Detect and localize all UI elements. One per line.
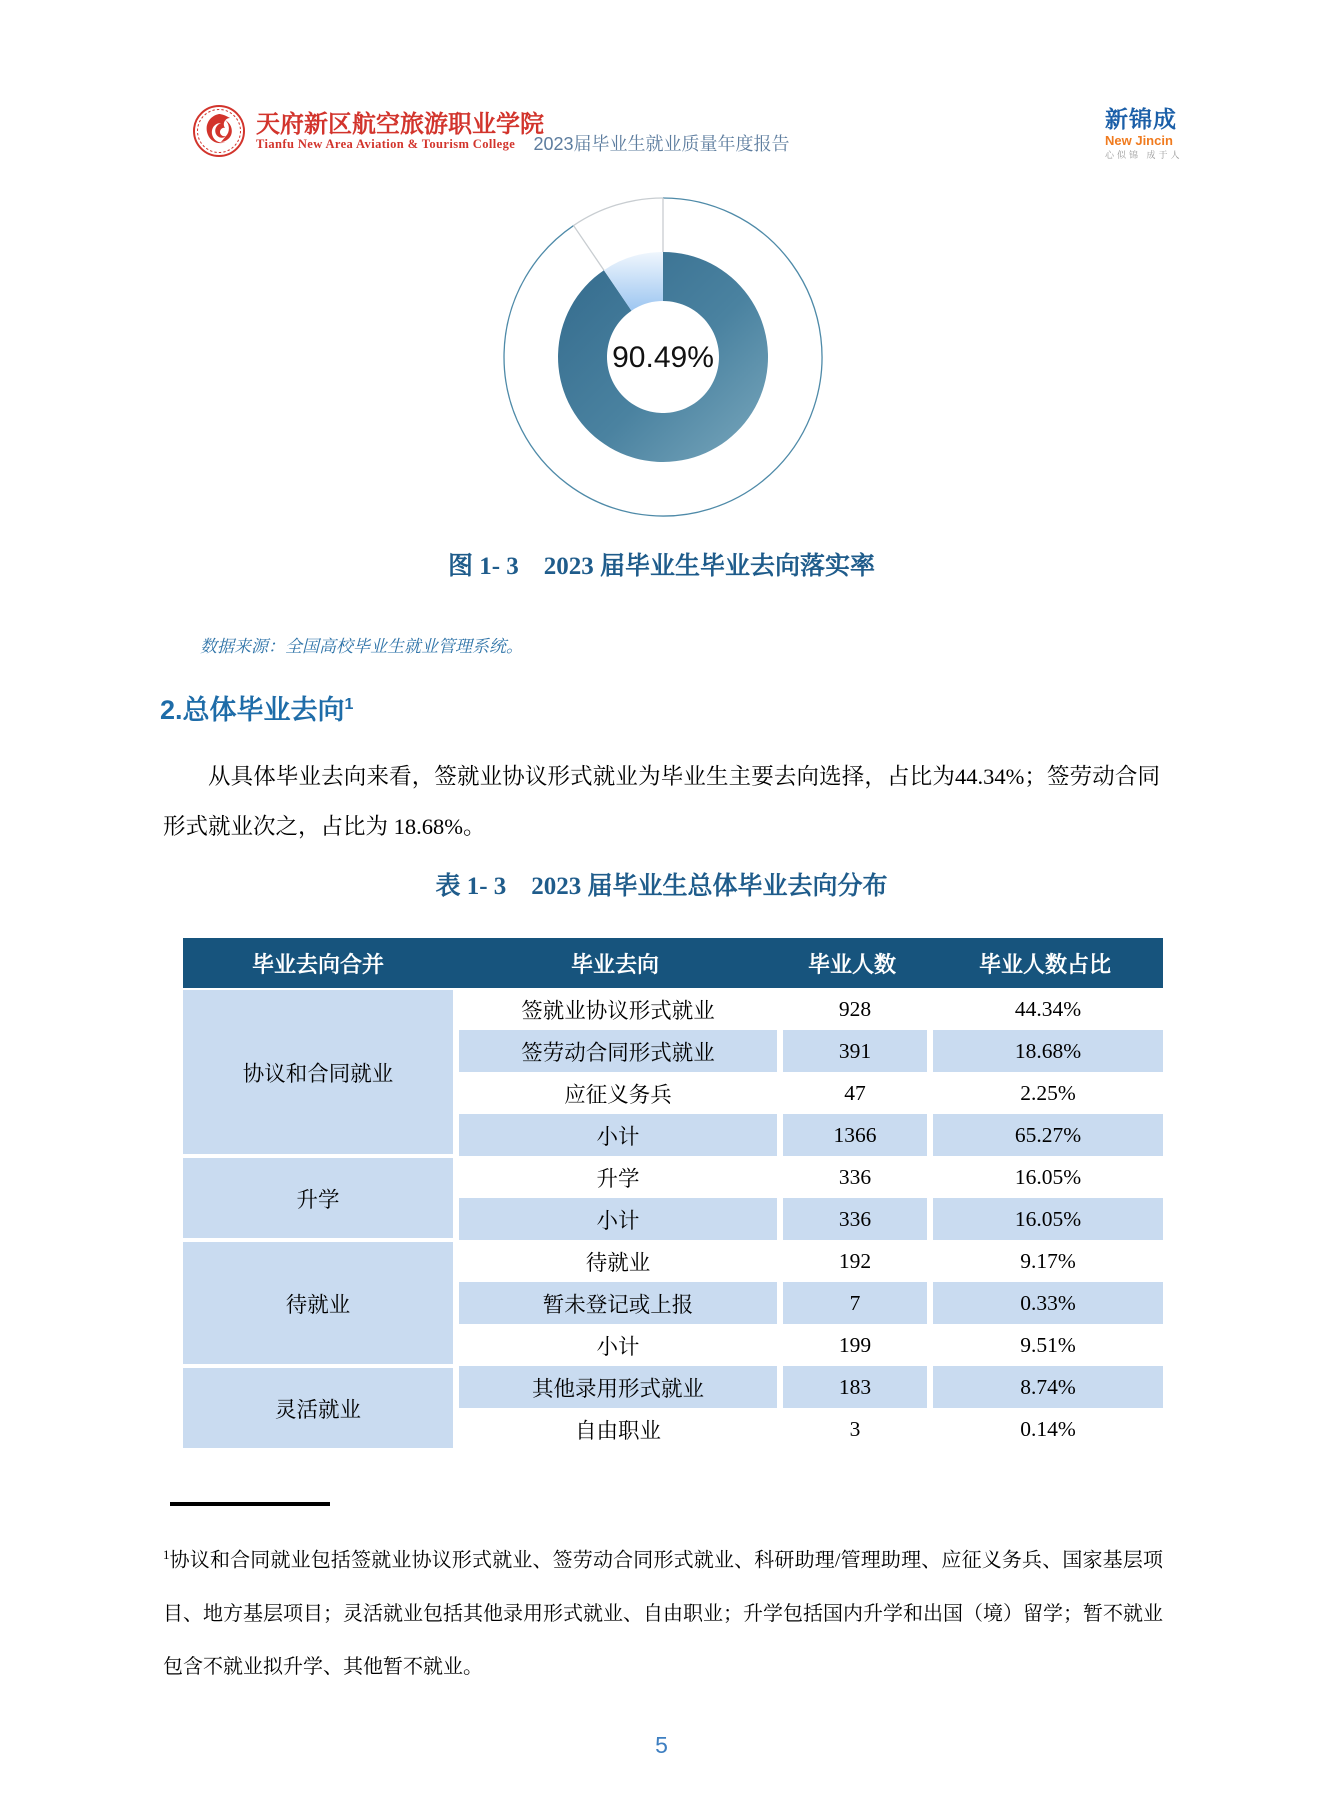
table-cell: 8.74% [933, 1366, 1163, 1408]
footnote-text: 协议和合同就业包括签就业协议形式就业、签劳动合同形式就业、科研助理/管理助理、应征义务兵、国家基层项目、地方基层项目；灵活就业包括其他录用形式就业、自由职业；升学包括国内升学和出国（境）留学；暂不就业包含不就业拟升学、其他暂不就业。 [163, 1549, 1163, 1678]
table-cell: 1366 [783, 1114, 927, 1156]
table-cell: 199 [838, 1332, 872, 1357]
brand-tagline: 心似锦 成于人 [1105, 150, 1183, 160]
table-cell: 3 [849, 1416, 861, 1441]
table-header-cell: 毕业人数 [807, 951, 896, 977]
body-paragraph: 从具体毕业去向来看，签就业协议形式就业为毕业生主要去向选择，占比为44.34%；签劳动合同形式就业次之，占比为 18.68%。 [163, 764, 1160, 839]
brand-name-cn: 新锦成 [1105, 106, 1177, 132]
brand-name-en: New Jincin [1105, 133, 1173, 148]
table-header-row [183, 938, 1163, 988]
section-heading-text: 2.总体毕业去向 [160, 695, 345, 725]
outer-ring-divider [574, 226, 604, 271]
table-cell: 签就业协议形式就业 [521, 998, 715, 1023]
table-cell: 192 [838, 1248, 872, 1273]
table-cell: 336 [838, 1164, 872, 1189]
table-header-cell: 毕业人数占比 [978, 951, 1111, 977]
college-name-en: Tianfu New Area Aviation & Tourism College [256, 136, 516, 151]
table-cell: 2.25% [1020, 1080, 1076, 1105]
table-cell: 16.05% [1014, 1164, 1082, 1189]
table-row [459, 1240, 1163, 1282]
table-cell: 18.68% [933, 1030, 1163, 1072]
table-cell: 自由职业 [574, 1418, 661, 1443]
table-cell: 应征义务兵 [564, 1082, 672, 1107]
table-cell: 928 [838, 996, 872, 1021]
brand-logo [1105, 108, 1183, 160]
table-cell: 小计 [596, 1334, 640, 1359]
college-name-cn: 天府新区航空旅游职业学院 [256, 108, 544, 138]
table-row [459, 1198, 1163, 1240]
table-group-cell: 协议和合同就业 [183, 990, 453, 1154]
table-cell: 签劳动合同形式就业 [459, 1030, 777, 1072]
table-row [459, 1408, 1163, 1450]
table-header-cell: 毕业去向 [570, 951, 659, 977]
table-cell: 其他录用形式就业 [459, 1366, 777, 1408]
table-group-cell: 升学 [183, 1158, 453, 1238]
footnote-number: 1 [163, 1547, 170, 1562]
table-header-cell: 毕业去向合并 [251, 951, 384, 977]
table-row [459, 1282, 1163, 1324]
table-cell: 336 [783, 1198, 927, 1240]
table-cell: 7 [783, 1282, 927, 1324]
table-body [183, 988, 1163, 1450]
table-group-cell: 灵活就业 [183, 1368, 453, 1448]
table-cell: 小计 [459, 1198, 777, 1240]
table-row [459, 1030, 1163, 1072]
table-cell: 暂未登记或上报 [459, 1282, 777, 1324]
table-cell: 待就业 [585, 1250, 651, 1275]
data-source-note: 数据来源：全国高校毕业生就业管理系统。 [200, 637, 523, 656]
table-row [459, 988, 1163, 1030]
table-row [459, 1156, 1163, 1198]
figure-caption: 图 1- 3 2023 届毕业生毕业去向落实率 [447, 553, 876, 580]
donut-center-label: 90.49% [612, 341, 714, 374]
footnote-reference: 1 [344, 696, 354, 713]
table-group-cell: 待就业 [183, 1242, 453, 1364]
table-caption: 表 1- 3 2023 届毕业生总体毕业去向分布 [435, 873, 888, 900]
document-title: 2023届毕业生就业质量年度报告 [533, 134, 790, 154]
table-row [459, 1114, 1163, 1156]
table-cell: 391 [783, 1030, 927, 1072]
donut-chart [493, 187, 833, 527]
table-row [459, 1072, 1163, 1114]
table-cell: 小计 [459, 1114, 777, 1156]
table-cell: 0.33% [933, 1282, 1163, 1324]
table-row [459, 1366, 1163, 1408]
outer-ring-gap-arc [574, 198, 663, 226]
table-cell: 9.17% [1020, 1248, 1076, 1273]
table-cell: 9.51% [1020, 1332, 1076, 1357]
table-cell: 47 [844, 1080, 866, 1105]
page-number: 5 [655, 1732, 668, 1758]
table-cell: 16.05% [933, 1198, 1163, 1240]
footnote-divider [170, 1502, 330, 1506]
table-cell: 升学 [596, 1166, 640, 1191]
table-row [459, 1324, 1163, 1366]
table-cell: 44.34% [1014, 996, 1082, 1021]
table-cell: 0.14% [1020, 1416, 1076, 1441]
footnote [163, 1528, 1163, 1694]
outcome-table [183, 938, 1163, 1450]
section-heading [160, 688, 353, 727]
table-cell: 65.27% [933, 1114, 1163, 1156]
table-cell: 183 [783, 1366, 927, 1408]
